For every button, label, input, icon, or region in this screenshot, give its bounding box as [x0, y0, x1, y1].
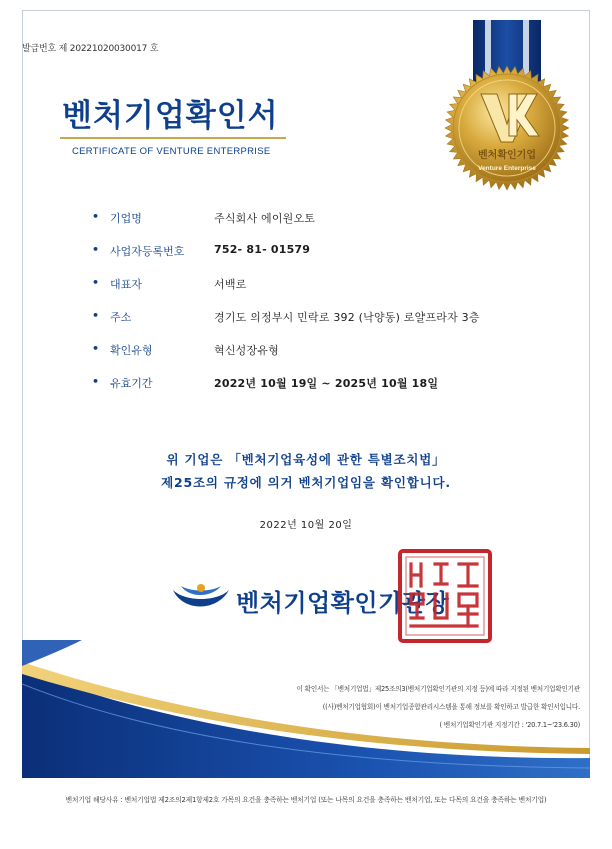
field-value: 752- 81- 01579 [214, 243, 311, 256]
field-business-number [88, 243, 568, 263]
issuance-note-3: ( 벤처기업확인기관 지정기간 : '20.7.1~'23.6.30) [439, 721, 580, 729]
medal-emblem-text: 벤처확인기업 [478, 150, 536, 161]
issuer-name: 벤처기업확인기관장 [236, 589, 450, 617]
venture-confirmation-logo-icon [171, 582, 231, 612]
field-label: 유효기간 [110, 377, 153, 390]
issue-number: 발급번호 제 20221020030017 호 [22, 44, 159, 54]
issue-date: 2022년 10월 20일 [259, 520, 353, 531]
certificate-subtitle: CERTIFICATE OF VENTURE ENTERPRISE [72, 146, 271, 157]
certificate-title: 벤처기업확인서 [62, 98, 279, 134]
field-label: 기업명 [110, 212, 142, 225]
field-bullet: • [92, 375, 100, 388]
title-divider [60, 137, 286, 139]
issuance-note-1: 이 확인서는 「벤처기업법」제25조의3(벤처기업확인기관의 지정 등)에 따라 지정된 벤처기업확인기관 [296, 685, 580, 693]
field-representative [88, 276, 568, 296]
field-bullet: • [92, 243, 100, 256]
field-value: 혁신성장유형 [214, 344, 279, 357]
footer-note: 벤처기업 해당사유 : 벤처기업법 제2조의2제1항제2호 가목의 요건을 충족하는 벤처기업 (또는 나목의 요건을 충족하는 벤처기업, 또는 다목의 요건을 충족하는 벤처기업) [65, 796, 547, 804]
medal-emblem-subtext: Venture Enterprise [478, 165, 536, 172]
field-value: 경기도 의정부시 민락로 392 (낙양동) 로얄프라자 3층 [214, 311, 480, 324]
field-label: 사업자등록번호 [110, 245, 185, 258]
field-confirmation-type [88, 342, 568, 362]
field-value: 2022년 10월 19일 ~ 2025년 10월 18일 [214, 377, 439, 390]
field-company-name [88, 210, 568, 230]
field-bullet: • [92, 342, 100, 355]
field-bullet: • [92, 276, 100, 289]
field-validity-period [88, 375, 568, 395]
field-label: 확인유형 [110, 344, 153, 357]
field-label: 대표자 [110, 278, 142, 291]
field-label: 주소 [110, 311, 132, 324]
decorative-wave-graphic [22, 640, 590, 778]
field-value: 서백로 [214, 278, 247, 291]
field-bullet: • [92, 309, 100, 322]
field-bullet: • [92, 210, 100, 223]
issuance-note-2: ((사)벤처기업협회)이 벤처기업종합관리시스템을 통해 정보를 확인하고 발급한 확인서입니다. [322, 703, 580, 711]
field-address [88, 309, 568, 329]
statement-line-1: 위 기업은 「벤처기업육성에 관한 특별조치법」 [166, 452, 446, 467]
official-seal-icon [397, 548, 493, 644]
venture-medal-icon [427, 20, 587, 202]
field-value: 주식회사 에이원오토 [214, 212, 316, 225]
statement-line-2: 제25조의 규정에 의거 벤처기업임을 확인합니다. [161, 475, 451, 490]
